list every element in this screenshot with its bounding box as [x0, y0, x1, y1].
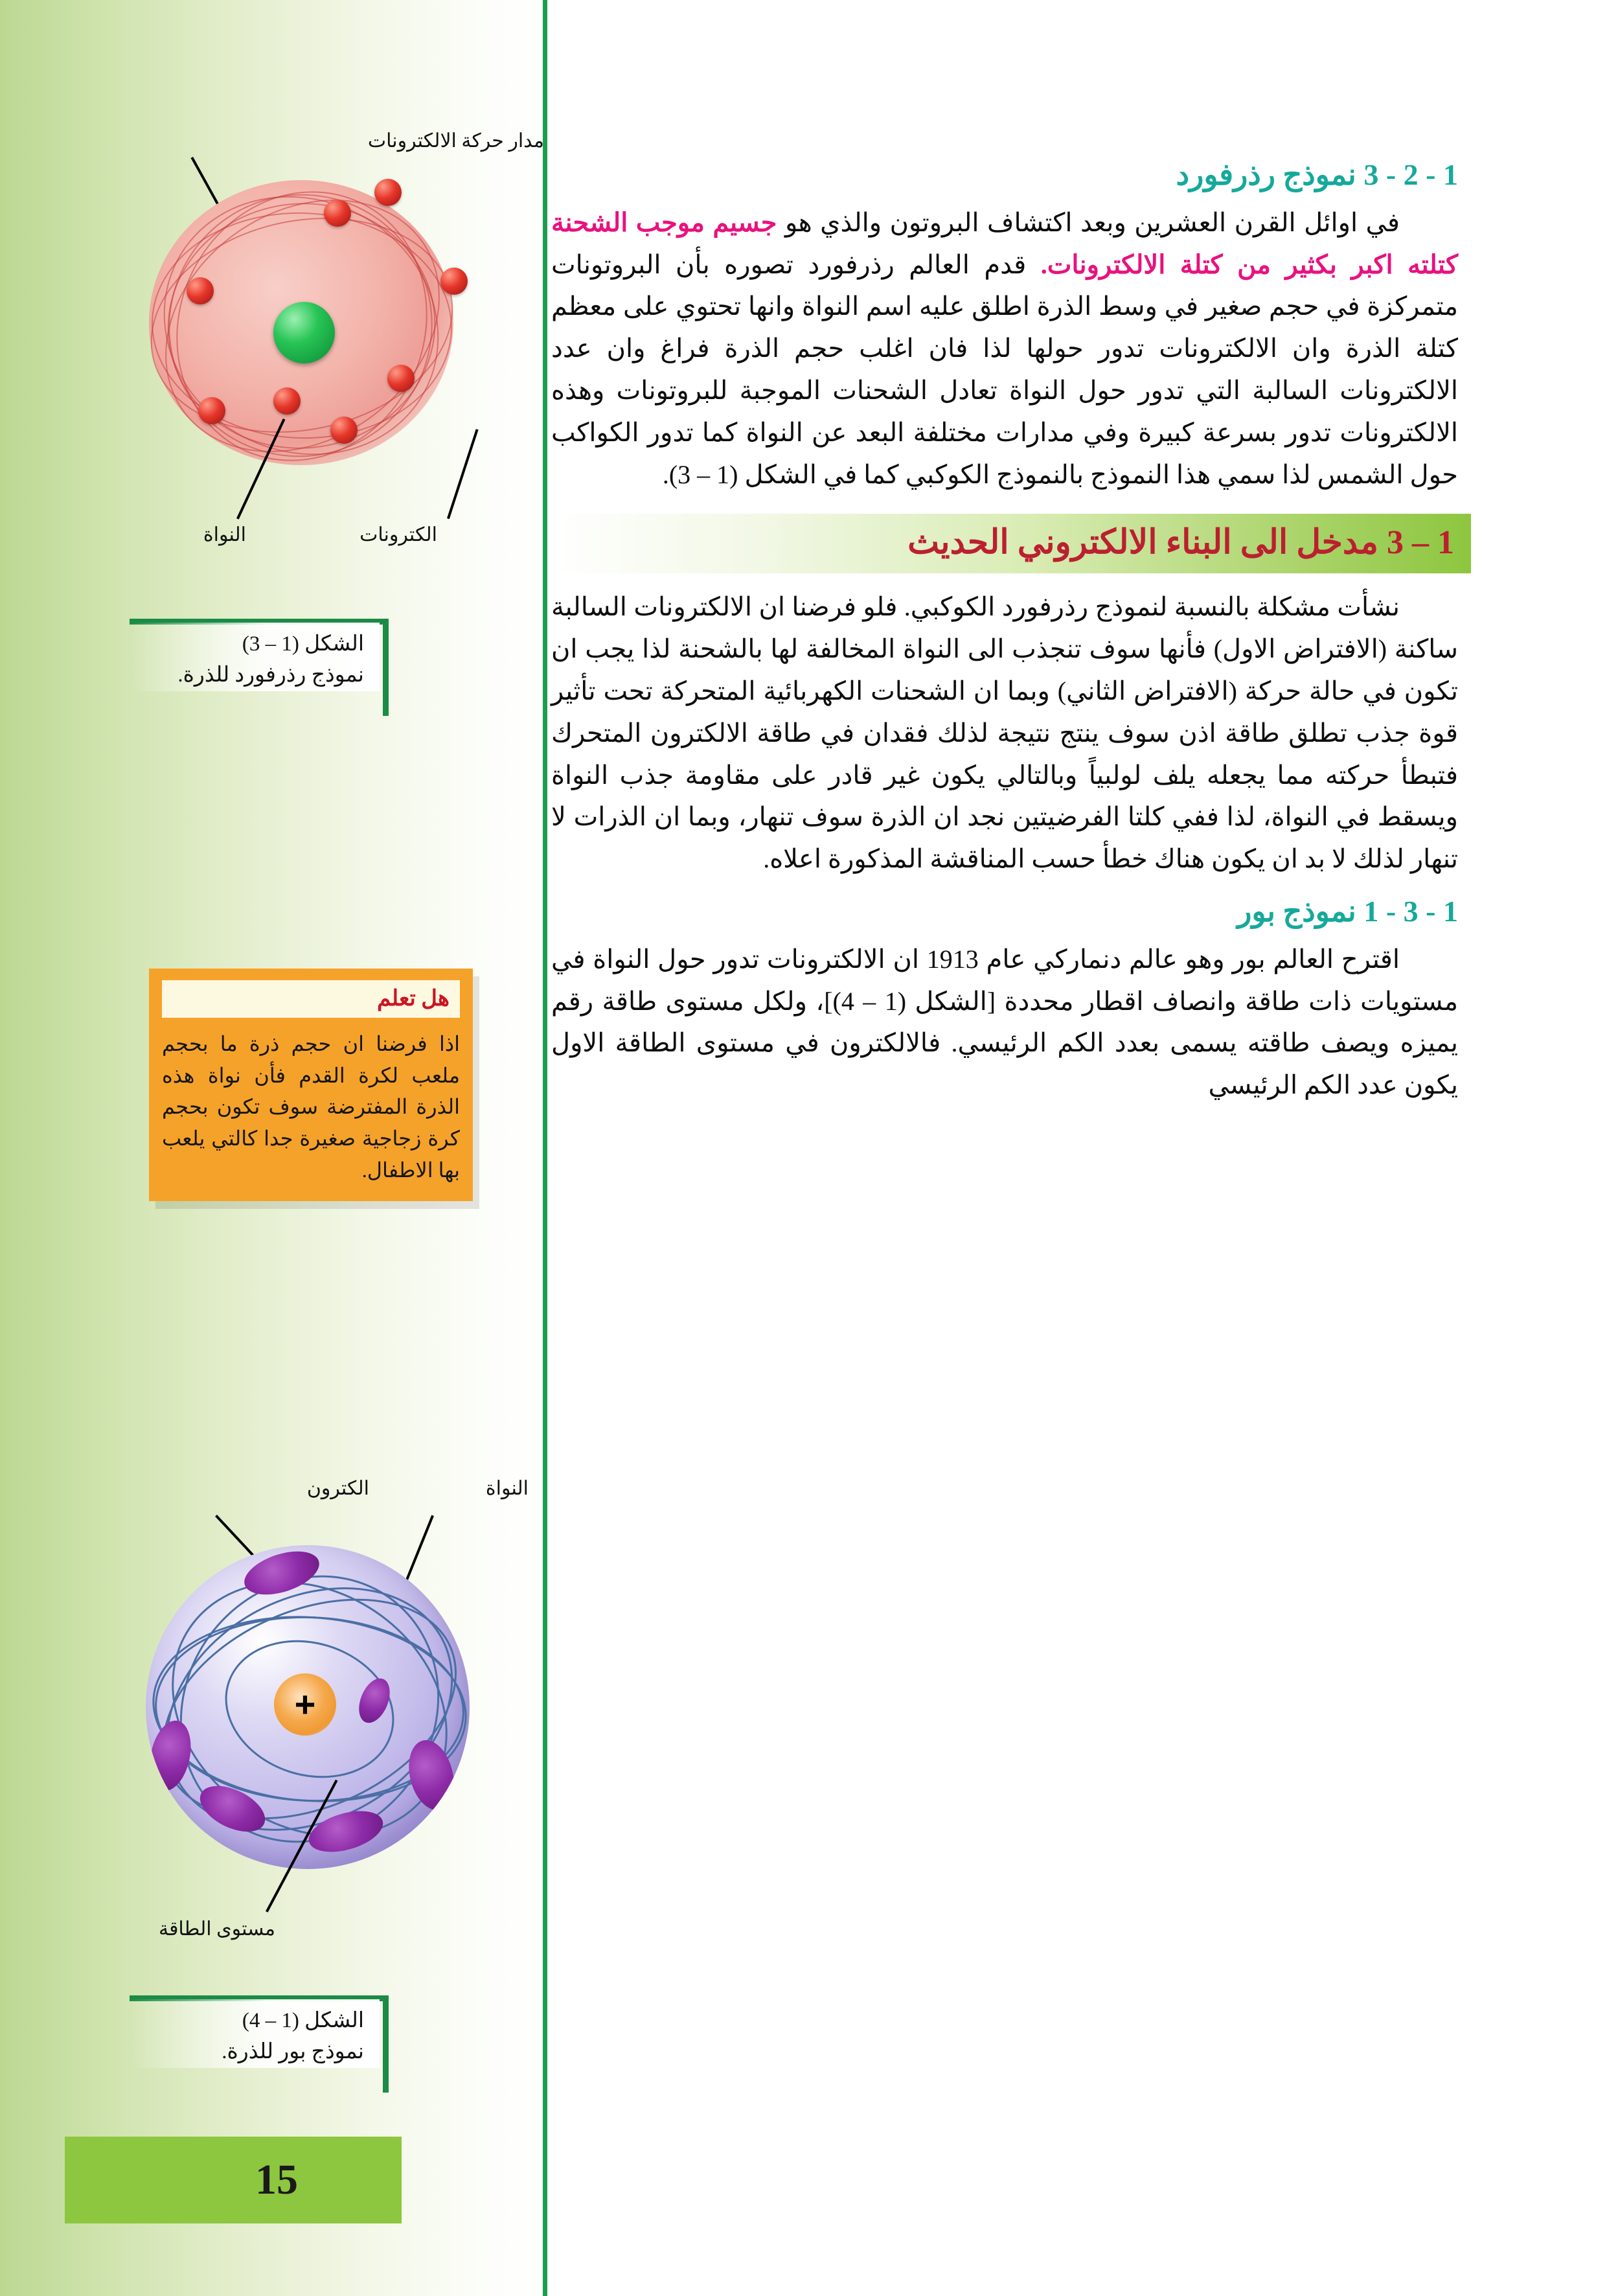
note-body: اذا فرضنا ان حجم ذرة ما بحجم ملعب لكرة القدم فأن نواة هذه الذرة المفترضة سوف تكون بحجم كرة زجاجية صغيرة جدا كالتي يلعب بها الاطفال.: [162, 1032, 460, 1182]
figure-rutherford-model: [97, 130, 544, 609]
heading-modern-electronic-structure: [551, 514, 1471, 573]
nucleus-sphere: [274, 1673, 336, 1736]
heading-rutherford-model: 1 - 2 - 3 نموذج رذرفورد: [1176, 158, 1458, 191]
figure2-label-nucleus: النواة: [485, 1478, 529, 1499]
figure2-label-electron: الكترون: [306, 1478, 369, 1499]
electron-particle: [387, 365, 415, 392]
paragraph-rutherford-part2: قدم العالم رذرفورد تصوره بأن البروتونات متمركزة في حجم صغير في وسط الذرة اطلق عليه اسم النواة وانها تحتوي على معظم كتلة الذرة وان الالكترونات تدور حولها لذا فان اغلب حجم الذرة فراغ وان عدد الالكترونات السالبة التي تدور حول النواة تعادل الشحنات الموجبة للبروتونات وهذه الالكترونات تدور بسرعة كبيرة وفي مدارات مختلفة البعد عن النواة كما تدور الكواكب حول الشمس لذا سمي هذا النموذج بالنموذج الكوكبي كما في الشكل (1 – 3).: [551, 249, 1458, 489]
paragraph-rutherford-highlight: جسيم موجب الشحنة كتلته اكبر بكثير من كتلة الالكترونات.: [551, 207, 1458, 279]
electron-particle: [273, 387, 301, 415]
paragraph-modern-structure: نشأت مشكلة بالنسبة لنموذج رذرفورد الكوكبي. فلو فرضنا ان الالكترونات السالبة ساكنة (الافتراض الاول) فأنها سوف تنجذب الى النواة المخالفة لها بالشحنة لذا يجب ان تكون في حالة حركة (الافتراض الثاني) وبما ان الشحنات الكهربائية المتحركة تحت تأثير قوة جذب تطلق طاقة اذن سوف ينتج نتيجة لذلك فقدان في طاقة الالكترون المتحرك فتبطأ حركته مما يجعله يلف لولبياً وبالتالي يكون غير قادر على مقاومة جذب النواة ويسقط في النواة، لذا ففي كلتا الفرضيتين نجد ان الذرة سوف تنهار، وبما ان الذرات لا تنهار لذلك لا بد ان يكون هناك خطأ حسب المناقشة المذكورة اعلاه.: [551, 592, 1458, 874]
paragraph-rutherford: [551, 202, 1458, 496]
paragraph-rutherford-part1: في اوائل القرن العشرين وبعد اكتشاف البروتون والذي هو: [777, 207, 1400, 237]
note-title-bar: [162, 980, 460, 1018]
electron-particle: [324, 200, 351, 227]
figure2-atom-illustration: [146, 1545, 470, 1869]
figure1-caption-number: الشكل (1 – 3): [242, 632, 364, 656]
figure1-caption: [130, 619, 389, 716]
atom-sphere: [146, 1545, 470, 1869]
caption-side-rule: [383, 1995, 389, 2093]
page-number-block: [65, 2137, 402, 2223]
heading-bohr-model: 1 - 3 - 1 نموذج بور: [1237, 894, 1458, 928]
main-text-column: [551, 155, 1458, 1110]
figure2-caption-number: الشكل (1 – 4): [242, 2009, 364, 2032]
figure1-label-nucleus: النواة: [203, 524, 246, 545]
paragraph-bohr: اقترح العالم بور وهو عالم دنماركي عام 1913 ان الالكترونات تدور حول النواة في مستويات ذات طاقة وانصاف اقطار محددة [الشكل (1 – 4)]، ولكل مستوى طاقة رقم يميزه ويصف طاقته يسمى بعدد الكم الرئيسي. فالالكترون في مستوى الطاقة الاول يكون عدد الكم الرئيسي: [551, 944, 1458, 1100]
figure1-label-electrons: الكترونات: [359, 524, 437, 545]
figure1-atom-illustration: [136, 174, 473, 498]
figure-bohr-model: [97, 1458, 544, 1969]
note-card: [149, 969, 473, 1201]
band-heading-text: 1 – 3 مدخل الى البناء الالكتروني الحديث: [907, 524, 1454, 562]
electron-particle: [440, 268, 468, 295]
electron-particle: [187, 277, 214, 304]
caption-side-rule: [383, 619, 389, 716]
positive-charge-icon: +: [294, 1684, 316, 1725]
note-title: هل تعلم: [377, 987, 450, 1011]
figure1-label-orbit: مدار حركة الالكترونات: [367, 130, 544, 152]
did-you-know-note: [149, 969, 473, 1201]
nucleus-sphere: [273, 302, 335, 363]
figure1-caption-text: نموذج رذرفورد للذرة.: [177, 663, 364, 687]
figure2-label-energy-level: مستوى الطاقة: [158, 1918, 275, 1940]
page-number: 15: [255, 2156, 298, 2203]
electron-particle: [198, 397, 225, 424]
electron-particle: [374, 179, 402, 206]
figure2-caption: [130, 1995, 389, 2093]
figure2-caption-text: نموذج بور للذرة.: [222, 2039, 364, 2063]
electron-particle: [330, 417, 358, 444]
